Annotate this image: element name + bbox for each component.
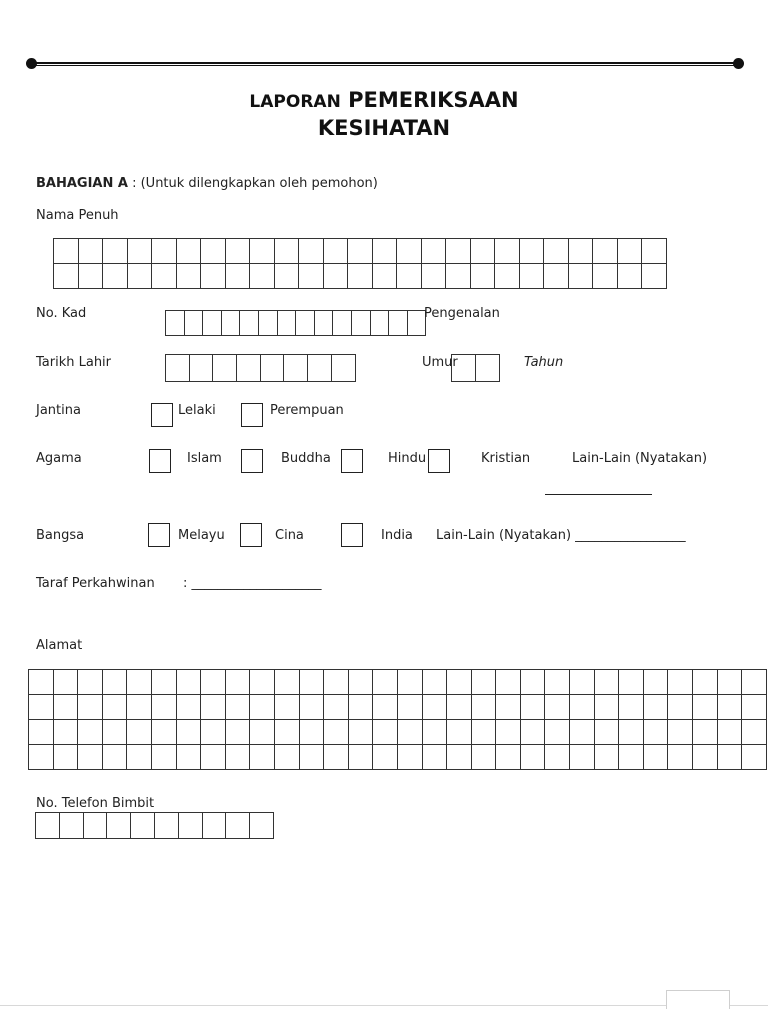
char-box[interactable]	[152, 264, 177, 289]
char-box[interactable]	[225, 670, 250, 695]
char-box[interactable]	[397, 745, 422, 770]
char-box[interactable]	[668, 745, 693, 770]
char-box[interactable]	[78, 695, 103, 720]
bangsa-lain-label: Lain-Lain (Nyatakan) _________________	[436, 528, 686, 543]
grid-row	[29, 745, 767, 770]
jantina-label: Jantina	[36, 403, 81, 418]
char-box[interactable]	[250, 239, 275, 264]
char-box[interactable]	[594, 745, 619, 770]
char-box[interactable]	[324, 695, 349, 720]
pengenalan-label: Pengenalan	[424, 306, 500, 321]
char-box[interactable]	[299, 670, 324, 695]
char-box[interactable]	[471, 670, 496, 695]
char-box[interactable]	[668, 720, 693, 745]
char-box[interactable]	[260, 355, 284, 382]
char-box[interactable]	[331, 355, 355, 382]
char-box[interactable]	[240, 311, 259, 336]
char-box[interactable]	[545, 720, 570, 745]
char-box[interactable]	[213, 355, 237, 382]
char-box[interactable]	[446, 239, 471, 264]
char-box[interactable]	[544, 239, 569, 264]
char-box[interactable]	[78, 264, 103, 289]
char-box[interactable]	[250, 720, 275, 745]
char-box[interactable]	[274, 695, 299, 720]
no-telefon-grid[interactable]	[35, 812, 274, 839]
title-kesihatan: KESIHATAN	[317, 116, 451, 140]
char-box[interactable]	[545, 695, 570, 720]
islam-label: Islam	[187, 451, 222, 466]
char-box[interactable]	[397, 720, 422, 745]
lelaki-checkbox[interactable]	[151, 403, 173, 427]
char-box[interactable]	[642, 239, 667, 264]
char-box[interactable]	[594, 670, 619, 695]
char-box[interactable]	[373, 745, 398, 770]
char-box[interactable]	[103, 264, 128, 289]
char-box[interactable]	[421, 239, 446, 264]
char-box[interactable]	[570, 670, 595, 695]
char-box[interactable]	[520, 670, 545, 695]
char-box[interactable]	[324, 745, 349, 770]
char-box[interactable]	[299, 745, 324, 770]
char-box[interactable]	[742, 745, 767, 770]
cina-label: Cina	[275, 528, 304, 543]
char-box[interactable]	[470, 239, 495, 264]
char-box[interactable]	[447, 695, 472, 720]
section-header	[36, 176, 378, 191]
char-box[interactable]	[103, 239, 128, 264]
char-box[interactable]	[178, 813, 202, 839]
char-box[interactable]	[397, 239, 422, 264]
char-box[interactable]	[308, 355, 332, 382]
char-box[interactable]	[299, 720, 324, 745]
grid-row	[29, 720, 767, 745]
char-box[interactable]	[373, 670, 398, 695]
cina-checkbox[interactable]	[240, 523, 262, 547]
grid-row	[54, 239, 667, 264]
char-box[interactable]	[422, 720, 447, 745]
char-box[interactable]	[594, 695, 619, 720]
char-box[interactable]	[619, 720, 644, 745]
char-box[interactable]	[258, 311, 277, 336]
char-box[interactable]	[717, 670, 742, 695]
char-box[interactable]	[496, 695, 521, 720]
char-box[interactable]	[742, 695, 767, 720]
umur-label: Umur	[422, 355, 458, 370]
char-box[interactable]	[323, 239, 348, 264]
char-box[interactable]	[471, 720, 496, 745]
char-box[interactable]	[617, 264, 642, 289]
char-box[interactable]	[83, 813, 107, 839]
char-box[interactable]	[324, 670, 349, 695]
char-box[interactable]	[226, 813, 250, 839]
char-box[interactable]	[544, 264, 569, 289]
char-box[interactable]	[333, 311, 352, 336]
char-box[interactable]	[496, 720, 521, 745]
char-box[interactable]	[370, 311, 389, 336]
char-box[interactable]	[277, 311, 296, 336]
char-box[interactable]	[36, 813, 60, 839]
char-box[interactable]	[643, 745, 668, 770]
taraf-perkahwinan-blank[interactable]: : ____________________	[183, 576, 322, 591]
char-box[interactable]	[717, 695, 742, 720]
buddha-checkbox[interactable]	[241, 449, 263, 473]
char-box[interactable]	[520, 695, 545, 720]
char-box[interactable]	[151, 745, 176, 770]
char-box[interactable]	[619, 695, 644, 720]
no-telefon-label: No. Telefon Bimbit	[36, 796, 155, 811]
melayu-checkbox[interactable]	[148, 523, 170, 547]
char-box[interactable]	[250, 695, 275, 720]
char-box[interactable]	[446, 264, 471, 289]
char-box[interactable]	[29, 695, 54, 720]
char-box[interactable]	[201, 695, 226, 720]
char-box[interactable]	[693, 670, 718, 695]
agama-lain-blank[interactable]	[545, 494, 652, 495]
char-box[interactable]	[250, 264, 275, 289]
hindu-checkbox[interactable]	[341, 449, 363, 473]
char-box[interactable]	[184, 311, 203, 336]
section-label: BAHAGIAN A	[36, 176, 128, 191]
char-box[interactable]	[201, 239, 226, 264]
char-box[interactable]	[348, 239, 373, 264]
char-box[interactable]	[617, 239, 642, 264]
char-box[interactable]	[127, 264, 152, 289]
char-box[interactable]	[545, 670, 570, 695]
char-box[interactable]	[519, 264, 544, 289]
char-box[interactable]	[348, 264, 373, 289]
perempuan-label: Perempuan	[270, 403, 344, 418]
kristian-label: Kristian	[481, 451, 531, 466]
buddha-label: Buddha	[281, 451, 331, 466]
char-box[interactable]	[397, 264, 422, 289]
char-box[interactable]	[53, 745, 78, 770]
char-box[interactable]	[476, 355, 500, 382]
char-box[interactable]	[693, 745, 718, 770]
char-box[interactable]	[202, 813, 226, 839]
char-box[interactable]	[314, 311, 333, 336]
tarikh-lahir-grid[interactable]	[165, 354, 356, 382]
char-box[interactable]	[351, 311, 370, 336]
char-box[interactable]	[570, 745, 595, 770]
char-box[interactable]	[29, 670, 54, 695]
char-box[interactable]	[221, 311, 240, 336]
char-box[interactable]	[397, 695, 422, 720]
char-box[interactable]	[201, 745, 226, 770]
char-box[interactable]	[53, 670, 78, 695]
title-pemeriksaan: PEMERIKSAAN	[348, 88, 519, 112]
char-box[interactable]	[102, 720, 127, 745]
char-box[interactable]	[348, 720, 373, 745]
char-box[interactable]	[593, 264, 618, 289]
char-box[interactable]	[29, 720, 54, 745]
char-box[interactable]	[250, 813, 274, 839]
char-box[interactable]	[203, 311, 222, 336]
char-box[interactable]	[447, 670, 472, 695]
char-box[interactable]	[619, 745, 644, 770]
char-box[interactable]	[127, 695, 152, 720]
char-box[interactable]	[495, 239, 520, 264]
char-box[interactable]	[176, 695, 201, 720]
char-box[interactable]	[78, 670, 103, 695]
char-box[interactable]	[693, 720, 718, 745]
char-box[interactable]	[201, 264, 226, 289]
top-rule	[30, 61, 740, 67]
grid-row	[166, 311, 426, 336]
grid-row	[54, 264, 667, 289]
char-box[interactable]	[643, 720, 668, 745]
char-box[interactable]	[176, 745, 201, 770]
nama-penuh-label: Nama Penuh	[36, 208, 119, 223]
alamat-grid[interactable]	[28, 669, 767, 770]
char-box[interactable]	[471, 695, 496, 720]
char-box[interactable]	[373, 720, 398, 745]
bangsa-label: Bangsa	[36, 528, 85, 543]
char-box[interactable]	[127, 720, 152, 745]
char-box[interactable]	[643, 695, 668, 720]
agama-lain-label: Lain-Lain (Nyatakan)	[572, 451, 708, 466]
char-box[interactable]	[102, 695, 127, 720]
char-box[interactable]	[693, 695, 718, 720]
char-box[interactable]	[201, 720, 226, 745]
char-box[interactable]	[348, 695, 373, 720]
melayu-label: Melayu	[178, 528, 225, 543]
taraf-perkahwinan-label: Taraf Perkahwinan	[36, 576, 155, 591]
char-box[interactable]	[54, 264, 79, 289]
char-box[interactable]	[519, 239, 544, 264]
char-box[interactable]	[568, 264, 593, 289]
char-box[interactable]	[642, 264, 667, 289]
char-box[interactable]	[154, 813, 178, 839]
char-box[interactable]	[274, 745, 299, 770]
char-box[interactable]	[151, 695, 176, 720]
char-box[interactable]	[131, 813, 155, 839]
char-box[interactable]	[594, 720, 619, 745]
char-box[interactable]	[422, 745, 447, 770]
char-box[interactable]	[619, 670, 644, 695]
tahun-label: Tahun	[524, 355, 564, 370]
char-box[interactable]	[225, 720, 250, 745]
char-box[interactable]	[570, 720, 595, 745]
char-box[interactable]	[397, 670, 422, 695]
umur-grid[interactable]	[451, 354, 500, 382]
no-kad-grid[interactable]	[165, 310, 426, 336]
tarikh-lahir-label: Tarikh Lahir	[36, 355, 112, 370]
title-laporan: LAPORAN	[249, 92, 341, 112]
char-box[interactable]	[520, 720, 545, 745]
char-box[interactable]	[201, 670, 226, 695]
india-label: India	[381, 528, 413, 543]
char-box[interactable]	[53, 695, 78, 720]
char-box[interactable]	[348, 745, 373, 770]
char-box[interactable]	[422, 670, 447, 695]
char-box[interactable]	[742, 670, 767, 695]
char-box[interactable]	[470, 264, 495, 289]
char-box[interactable]	[152, 239, 177, 264]
char-box[interactable]	[225, 239, 250, 264]
char-box[interactable]	[54, 239, 79, 264]
grid-row	[29, 695, 767, 720]
char-box[interactable]	[452, 355, 476, 382]
char-box[interactable]	[296, 311, 315, 336]
char-box[interactable]	[127, 670, 152, 695]
char-box[interactable]	[78, 745, 103, 770]
char-box[interactable]	[593, 239, 618, 264]
char-box[interactable]	[151, 720, 176, 745]
char-box[interactable]	[447, 720, 472, 745]
char-box[interactable]	[166, 355, 190, 382]
agama-label: Agama	[36, 451, 82, 466]
no-kad-label: No. Kad	[36, 306, 87, 321]
char-box[interactable]	[29, 745, 54, 770]
char-box[interactable]	[250, 670, 275, 695]
char-box[interactable]	[372, 239, 397, 264]
char-box[interactable]	[102, 670, 127, 695]
char-box[interactable]	[520, 745, 545, 770]
char-box[interactable]	[274, 720, 299, 745]
char-box[interactable]	[274, 264, 299, 289]
char-box[interactable]	[496, 745, 521, 770]
char-box[interactable]	[59, 813, 83, 839]
grid-row	[36, 813, 274, 839]
char-box[interactable]	[107, 813, 131, 839]
char-box[interactable]	[323, 264, 348, 289]
char-box[interactable]	[495, 264, 520, 289]
char-box[interactable]	[372, 264, 397, 289]
char-box[interactable]	[225, 745, 250, 770]
alamat-label: Alamat	[36, 638, 83, 653]
char-box[interactable]	[127, 745, 152, 770]
char-box[interactable]	[53, 720, 78, 745]
nama-penuh-grid[interactable]	[53, 238, 667, 289]
india-checkbox[interactable]	[341, 523, 363, 547]
char-box[interactable]	[570, 695, 595, 720]
char-box[interactable]	[447, 745, 472, 770]
char-box[interactable]	[299, 239, 324, 264]
kristian-checkbox[interactable]	[428, 449, 450, 473]
grid-row	[29, 670, 767, 695]
char-box[interactable]	[225, 264, 250, 289]
char-box[interactable]	[250, 745, 275, 770]
char-box[interactable]	[568, 239, 593, 264]
char-box[interactable]	[176, 239, 201, 264]
char-box[interactable]	[421, 264, 446, 289]
page-tab	[666, 990, 730, 1009]
char-box[interactable]	[225, 695, 250, 720]
char-box[interactable]	[102, 745, 127, 770]
char-box[interactable]	[299, 695, 324, 720]
char-box[interactable]	[471, 745, 496, 770]
char-box[interactable]	[151, 670, 176, 695]
lelaki-label: Lelaki	[178, 403, 216, 418]
char-box[interactable]	[643, 670, 668, 695]
char-box[interactable]	[389, 311, 408, 336]
char-box[interactable]	[189, 355, 213, 382]
islam-checkbox[interactable]	[149, 449, 171, 473]
document-title	[0, 88, 768, 112]
grid-row	[452, 355, 500, 382]
hindu-label: Hindu	[388, 451, 427, 466]
char-box[interactable]	[668, 670, 693, 695]
char-box[interactable]	[299, 264, 324, 289]
char-box[interactable]	[717, 745, 742, 770]
char-box[interactable]	[373, 695, 398, 720]
char-box[interactable]	[742, 720, 767, 745]
section-note: : (Untuk dilengkapkan oleh pemohon)	[132, 176, 378, 191]
char-box[interactable]	[176, 264, 201, 289]
char-box[interactable]	[496, 670, 521, 695]
char-box[interactable]	[176, 720, 201, 745]
char-box[interactable]	[166, 311, 185, 336]
char-box[interactable]	[274, 239, 299, 264]
char-box[interactable]	[78, 720, 103, 745]
char-box[interactable]	[717, 720, 742, 745]
char-box[interactable]	[422, 695, 447, 720]
char-box[interactable]	[324, 720, 349, 745]
char-box[interactable]	[348, 670, 373, 695]
char-box[interactable]	[237, 355, 261, 382]
page-bottom-border	[0, 1005, 768, 1006]
char-box[interactable]	[284, 355, 308, 382]
char-box[interactable]	[274, 670, 299, 695]
grid-row	[166, 355, 356, 382]
perempuan-checkbox[interactable]	[241, 403, 263, 427]
char-box[interactable]	[127, 239, 152, 264]
char-box[interactable]	[78, 239, 103, 264]
char-box[interactable]	[545, 745, 570, 770]
char-box[interactable]	[668, 695, 693, 720]
char-box[interactable]	[176, 670, 201, 695]
